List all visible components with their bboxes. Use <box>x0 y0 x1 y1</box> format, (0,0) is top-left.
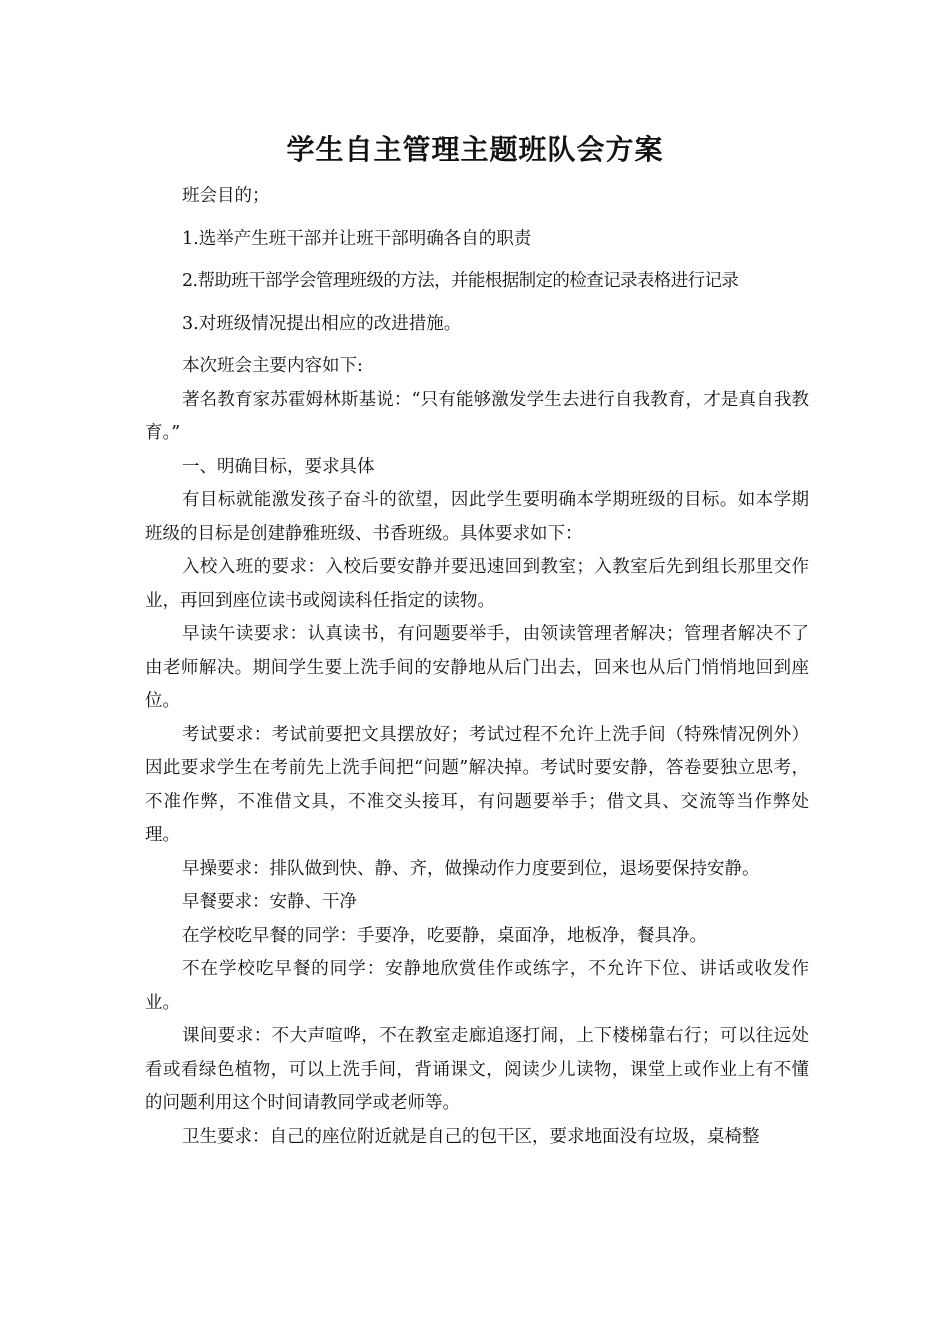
document-title: 学生自主管理主题班队会方案 <box>286 133 664 166</box>
paragraph-exam-rules: 考试要求：考试前要把文具摆放好；考试过程不允许上洗手间（特殊情况例外）因此要求学生在考前先上洗手间把“问题”解决掉。考试时要安静，答卷要独立思考，不准作弊，不准借文具，不准交头接耳，有问题要举手；借文具、交流等当作弊处理。 <box>145 724 809 845</box>
paragraph-quote: 著名教育家苏霍姆林斯基说：“只有能够激发学生去进行自我教育，才是真自我教育。” <box>145 389 809 443</box>
paragraph-purpose-1: 1.选举产生班干部并让班干部明确各自的职责 <box>182 228 532 249</box>
paragraph-goal: 有目标就能激发孩子奋斗的欲望，因此学生要明确本学期班级的目标。如本学期班级的目标是创建静雅班级、书香班级。具体要求如下： <box>145 490 809 544</box>
paragraph-reading-rules: 早读午读要求：认真读书，有问题要举手，由领读管理者解决；管理者解决不了由老师解决。期间学生要上洗手间的安静地从后门出去，回来也从后门悄悄地回到座位。 <box>145 624 809 711</box>
paragraph-exercise-rules: 早操要求：排队做到快、静、齐，做操动作力度要到位，退场要保持安静。 <box>182 858 760 879</box>
paragraph-breakfast-at-school: 在学校吃早餐的同学：手要净，吃要静，桌面净，地板净，餐具净。 <box>182 925 707 946</box>
paragraph-purpose-heading: 班会目的； <box>182 186 270 206</box>
paragraph-arrival-rules: 入校入班的要求：入校后要安静并要迅速回到教室；入教室后先到组长那里交作业，再回到座位读书或阅读科任指定的读物。 <box>145 557 809 611</box>
paragraph-breakfast-not-at-school: 不在学校吃早餐的同学：安静地欣赏佳作或练字，不允许下位、讲话或收发作业。 <box>145 959 809 1013</box>
paragraph-hygiene-rules: 卫生要求：自己的座位附近就是自己的包干区，要求地面没有垃圾，桌椅整 <box>182 1126 760 1147</box>
paragraph-breakfast-rules: 早餐要求：安静、干净 <box>182 892 357 912</box>
paragraph-section-one-heading: 一、明确目标，要求具体 <box>182 456 375 477</box>
paragraph-main-content-heading: 本次班会主要内容如下: <box>182 356 363 376</box>
paragraph-purpose-2: 2.帮助班干部学会管理班级的方法，并能根据制定的检查记录表格进行记录 <box>182 271 739 291</box>
paragraph-recess-rules: 课间要求：不大声喧哗，不在教室走廊追逐打闹，上下楼梯靠右行；可以往远处看或看绿色植物，可以上洗手间，背诵课文，阅读少儿读物，课堂上或作业上有不懂的问题利用这个时间请教同学或老师等。 <box>145 1026 809 1113</box>
paragraph-purpose-3: 3.对班级情况提出相应的改进措施。 <box>182 313 462 334</box>
document-body <box>145 180 809 1154</box>
